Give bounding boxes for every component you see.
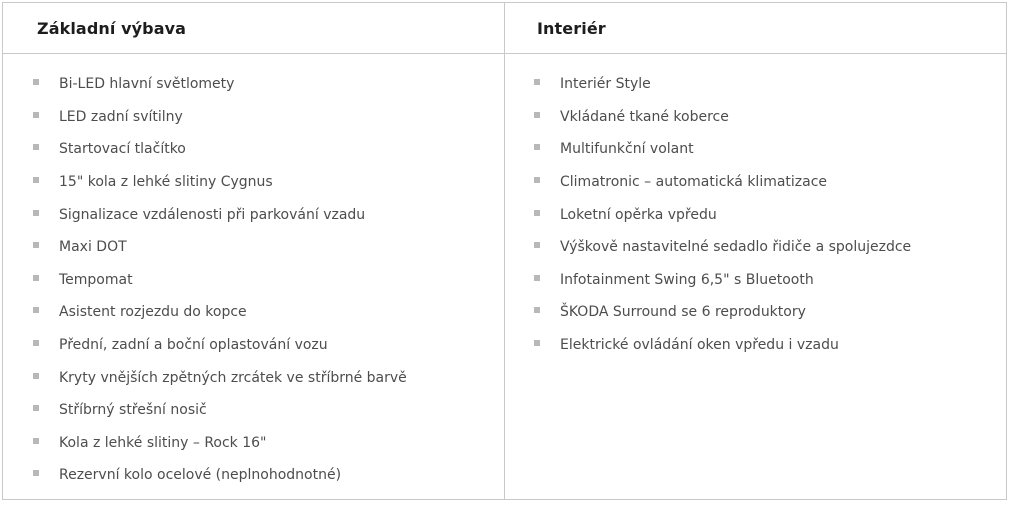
interior-title: Interiér [537,18,606,38]
square-bullet-icon [33,405,39,411]
list-item [505,198,1006,231]
list-item [505,231,1006,264]
list-item-label: Přední, zadní a boční oplastování vozu [59,337,328,354]
square-bullet-icon [33,144,39,150]
standard-equipment-list [3,54,506,492]
list-item [505,68,1006,101]
list-item-label: Climatronic – automatická klimatizace [560,174,828,191]
list-item [3,427,506,460]
square-bullet-icon [534,242,540,248]
square-bullet-icon [534,340,540,346]
list-item [3,198,506,231]
list-item-label: 15" kola z lehké slitiny Cygnus [59,174,273,191]
list-item-label: Rezervní kolo ocelové (neplnohodnotné) [59,467,342,484]
square-bullet-icon [534,307,540,313]
list-item-label: Bi-LED hlavní světlomety [59,76,235,93]
list-item-label: LED zadní svítilny [59,108,183,125]
list-item-label: Interiér Style [560,76,651,93]
list-item-label: Vkládané tkané koberce [560,108,729,125]
list-item [505,264,1006,297]
list-item [3,296,506,329]
square-bullet-icon [534,112,540,118]
list-item [505,101,1006,134]
square-bullet-icon [534,79,540,85]
interior-header [505,3,1006,54]
square-bullet-icon [33,275,39,281]
list-item-label: Kryty vnějších zpětných zrcátek ve stříbrné barvě [59,369,407,386]
list-item [3,166,506,199]
standard-equipment-title: Základní výbava [37,18,187,38]
square-bullet-icon [33,242,39,248]
square-bullet-icon [33,79,39,85]
list-item-label: Multifunkční volant [560,141,694,158]
square-bullet-icon [33,210,39,216]
list-item-label: ŠKODA Surround se 6 reproduktory [560,304,806,321]
list-item-label: Elektrické ovládání oken vpředu i vzadu [560,337,839,354]
list-item-label: Kola z lehké slitiny – Rock 16" [59,434,267,451]
interior-panel [504,2,1007,500]
list-item-label: Signalizace vzdálenosti při parkování vzadu [59,206,366,223]
list-item-label: Infotainment Swing 6,5" s Bluetooth [560,271,814,288]
list-item [3,394,506,427]
list-item [3,361,506,394]
list-item [3,231,506,264]
interior-list [505,54,1006,361]
square-bullet-icon [33,470,39,476]
list-item-label: Maxi DOT [59,239,127,256]
standard-equipment-panel [2,2,507,500]
square-bullet-icon [33,307,39,313]
standard-equipment-header [3,3,506,54]
list-item [3,68,506,101]
list-item-label: Stříbrný střešní nosič [59,402,207,419]
square-bullet-icon [534,177,540,183]
square-bullet-icon [33,438,39,444]
list-item [3,264,506,297]
list-item [3,133,506,166]
list-item [505,296,1006,329]
list-item-label: Výškově nastavitelné sedadlo řidiče a spolujezdce [560,239,912,256]
square-bullet-icon [33,373,39,379]
list-item [3,329,506,362]
square-bullet-icon [534,210,540,216]
list-item-label: Asistent rozjezdu do kopce [59,304,247,321]
list-item-label: Loketní opěrka vpředu [560,206,717,223]
square-bullet-icon [33,340,39,346]
list-item [505,133,1006,166]
square-bullet-icon [33,112,39,118]
list-item [505,166,1006,199]
list-item-label: Startovací tlačítko [59,141,186,158]
list-item [3,101,506,134]
list-item [505,329,1006,362]
square-bullet-icon [534,275,540,281]
square-bullet-icon [534,144,540,150]
list-item-label: Tempomat [59,271,133,288]
list-item [3,459,506,492]
square-bullet-icon [33,177,39,183]
